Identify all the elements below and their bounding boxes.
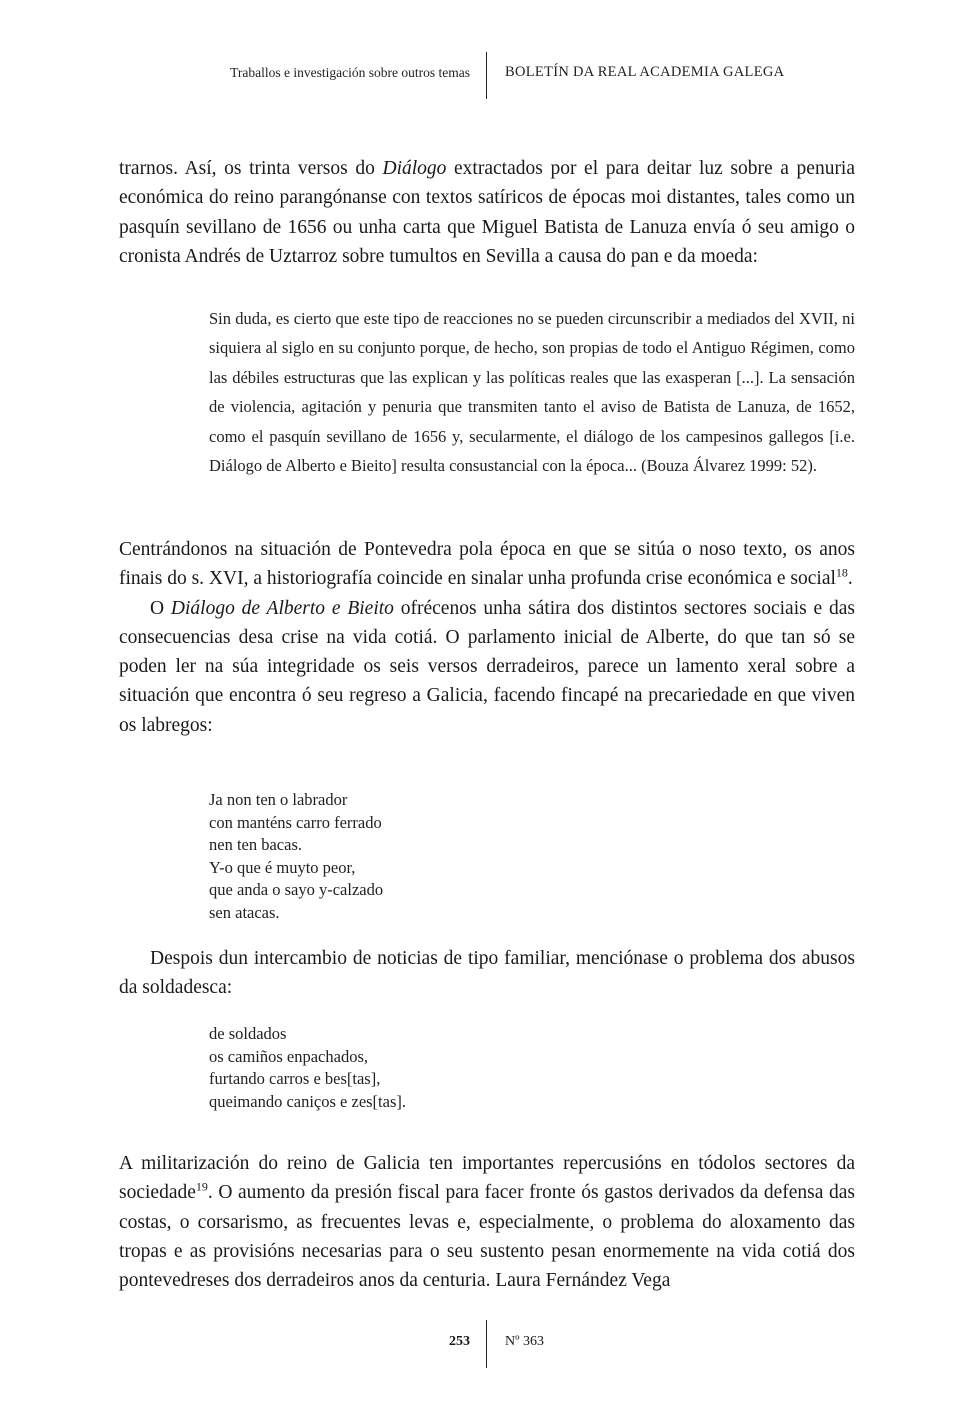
verse-line: sen atacas. [209, 902, 280, 922]
text: trarnos. Así, os trinta versos do [119, 158, 383, 179]
running-header [0, 52, 975, 100]
text: . [847, 568, 853, 590]
text: A militarización do reino de Galicia ten importantes repercusións en tódolos sectores da sociedade [119, 1153, 855, 1204]
issue-number: Nº 363 [505, 1334, 544, 1349]
paragraph-4 [119, 944, 855, 1003]
verse-line: furtando carros e bes[tas], [209, 1069, 381, 1089]
paragraph-3 [119, 594, 855, 740]
verse-line: que anda o sayo y-calzado [209, 880, 384, 900]
paragraph-2 [119, 535, 855, 740]
block-quote: Sin duda, es cierto que este tipo de reacciones no se pueden circunscribir a mediados del XVII, ni siquiera al siglo en su conjunto porque, de hecho, son propias de todo el Antiguo Régimen, como las débiles estructuras que las explican y las políticas reales que las exasperan [...]. La sensación de violencia, agitación y penuria que transmiten tanto el aviso de Batista de Lanuza, de 1652, como el pasquín sevillano de 1656 y, secularmente, el diálogo de los campesinos gallegos [i.e. Diálogo de Alberto e Bieito] resulta consustancial con la época... (Bouza Álvarez 1999: 52). [209, 309, 855, 476]
header-divider [486, 52, 487, 99]
footnote-ref[interactable]: 19 [195, 1179, 208, 1194]
verse-line: os camiños enpachados, [209, 1046, 368, 1066]
journal-title: BOLETÍN DA REAL ACADEMIA GALEGA [505, 64, 785, 80]
italic-title: Diálogo [382, 158, 447, 179]
verse-line: con manténs carro ferrado [209, 812, 382, 832]
verse-line: Y-o que é muyto peor, [209, 857, 356, 877]
verse-line: Ja non ten o labrador [209, 790, 348, 809]
paragraph-1 [119, 154, 855, 271]
page-number: 253 [449, 1334, 470, 1349]
verse-block-2 [209, 1023, 406, 1113]
text: Centrándonos na situación de Pontevedra pola época en que se sitúa o noso texto, os anos finais do s. XVI, a historiografía coincide en sinalar unha profunda crise económica e social [119, 539, 855, 590]
verse-line: de soldados [209, 1024, 287, 1043]
footer-divider [486, 1320, 487, 1368]
section-title: Traballos e investigación sobre outros temas [230, 65, 470, 80]
page-footer [0, 1320, 975, 1368]
paragraph-5 [119, 1149, 855, 1295]
verse-line: nen ten bacas. [209, 835, 302, 855]
text: . O aumento da presión fiscal para facer fronte ós gastos derivados da defensa das costas, o corsarismo, as frecuentes levas e, especialmente, o problema do aloxamento das tropas e as provisións necesarias para o seu sustento pesan enormemente na vida cotiá dos pontevedreses dos derradeiros anos da centuria. Laura Fernández Vega [119, 1182, 855, 1292]
text: O [150, 597, 171, 619]
text: extractados por el para deitar luz sobre a penuria económica do reino parangónanse con textos satíricos de épocas moi distantes, tales como un pasquín sevillano de 1656 ou unha carta que Miguel Batista de Lanuza envía ó seu amigo o cronista Andrés de Uztarroz sobre tumultos en Sevilla a causa do pan e da moeda: [119, 158, 856, 267]
footnote-ref[interactable]: 18 [835, 565, 848, 580]
text: Despois dun intercambio de noticias de tipo familiar, menciónase o problema dos abusos da soldadesca: [119, 948, 855, 999]
verse-block-1 [209, 789, 383, 925]
verse-line: queimando caniços e zes[tas]. [209, 1091, 407, 1111]
text: ofrécenos unha sátira dos distintos sectores sociais e das consecuencias desa crise na vida cotiá. O parlamento inicial de Alberte, do que tan só se poden ler na súa integridade os seis versos derradeiros, parece un lamento xeral sobre a situación que encontra ó seu regreso a Galicia, facendo fincapé na precariedade en que viven os labregos: [119, 597, 856, 736]
italic-title: Diálogo de Alberto e Bieito [170, 597, 394, 619]
